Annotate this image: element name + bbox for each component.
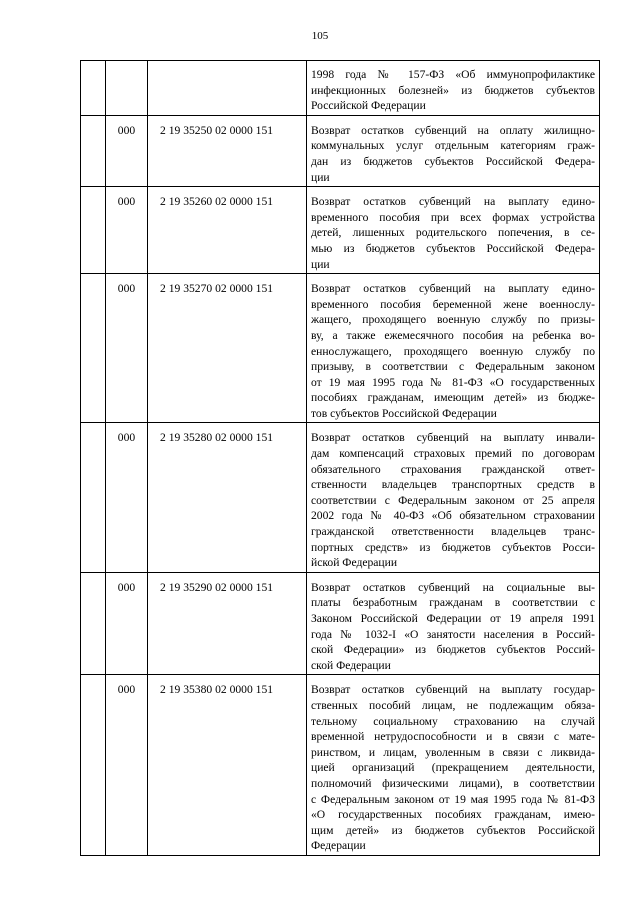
description-line: мью из бюджетов субъектов Российской Федера-: [311, 241, 595, 255]
empty-cell: [81, 187, 106, 274]
description-line: Возврат остатков субвенций на выплату едино-: [311, 195, 595, 209]
description-line: Законом Российской Федерации от 19 апреля 1991: [311, 612, 595, 625]
table-row: [81, 572, 600, 675]
description-line: ской Федерации» из бюджетов субъектов Россий-: [311, 643, 595, 657]
empty-cell: [81, 115, 106, 186]
description-line: цией организаций (прекращением деятельности,: [311, 761, 595, 775]
admin-code-cell: 000: [106, 572, 148, 675]
empty-cell: [81, 61, 106, 116]
description-line: временного пособия при всех формах устройства: [311, 210, 595, 224]
table-row: [81, 274, 600, 423]
budget-code-cell: 2 19 35270 02 0000 151: [148, 274, 307, 423]
description-line: дан из бюджетов субъектов Российской Федера-: [311, 154, 595, 168]
description-line: тов субъектов Российской Федерации: [311, 406, 497, 420]
description-line: «О государственных пособиях гражданам, имею-: [311, 808, 595, 822]
budget-code-cell: 2 19 35250 02 0000 151: [148, 115, 307, 186]
description-line: Возврат остатков субвенций на выплату инвали-: [311, 431, 595, 445]
admin-code-cell: [106, 61, 148, 116]
empty-cell: [81, 274, 106, 423]
description-line: ской Федерации: [311, 658, 391, 672]
description-line: дам компенсаций страховых премий по договорам: [311, 447, 595, 461]
description-line: полномочий физическими лицами), в соответствии: [311, 776, 595, 790]
description-cell: [307, 187, 600, 274]
description-cell: [307, 274, 600, 423]
description-cell: [307, 61, 600, 116]
description-line: щим детей» из бюджетов субъектов Российской: [311, 823, 595, 837]
admin-code-cell: 000: [106, 274, 148, 423]
description-line: 2002 года № 40-ФЗ «Об обязательном страховании: [311, 509, 595, 523]
description-line: временного пособия беременной жене военнослу-: [311, 297, 595, 311]
description-line: гражданской ответственности владельцев транс-: [311, 525, 595, 539]
description-line: с Федеральным законом от 19 мая 1995 года № 81-ФЗ: [311, 792, 595, 806]
page-number: 105: [311, 30, 329, 42]
description-line: от 19 мая 1995 года № 81-ФЗ «О государственных: [311, 375, 595, 389]
empty-cell: [81, 675, 106, 856]
description-line: призыву, в соответствии с Федеральным законом: [311, 360, 595, 374]
description-line: 1998 года № 157-ФЗ «Об иммунопрофилактике: [311, 68, 595, 81]
description-cell: [307, 115, 600, 186]
table-row: [81, 61, 600, 116]
table-row: [81, 423, 600, 572]
description-line: еннослужащего, проходящего военную службу по: [311, 344, 595, 358]
description-line: пособиях гражданам, имеющим детей» из бюдже-: [311, 391, 595, 405]
description-line: обязательного страхования гражданской ответ-: [311, 462, 595, 476]
description-line: Российской Федерации: [311, 99, 426, 113]
description-line: платы безработным гражданам в соответствии с: [311, 596, 595, 610]
description-line: временной нетрудоспособности и в связи с мате-: [311, 730, 595, 744]
description-line: Возврат остатков субвенций на выплату едино-: [311, 282, 595, 296]
description-line: ринством, и лицам, уволенным в связи с ликвида-: [311, 745, 595, 759]
budget-classification-table: [80, 60, 600, 856]
description-line: Возврат остатков субвенций на выплату государ-: [311, 683, 595, 697]
description-line: соответствии с Федеральным законом от 25 апреля: [311, 493, 595, 507]
description-line: детей, лишенных родительского попечения, в се-: [311, 226, 595, 240]
description-cell: [307, 675, 600, 856]
description-line: тельному социальному страхованию на случай: [311, 714, 595, 728]
description-line: ственных пособий лицам, не подлежащим обяза-: [311, 698, 595, 712]
description-line: ции: [311, 170, 330, 184]
admin-code-cell: 000: [106, 675, 148, 856]
budget-code-cell: 2 19 35290 02 0000 151: [148, 572, 307, 675]
budget-code-cell: 2 19 35260 02 0000 151: [148, 187, 307, 274]
empty-cell: [81, 572, 106, 675]
description-line: Федерации: [311, 839, 366, 853]
description-cell: [307, 572, 600, 675]
description-line: Возврат остатков субвенций на оплату жилищно-: [311, 123, 595, 137]
description-line: Возврат остатков субвенций на социальные вы-: [311, 580, 595, 594]
description-line: жащего, проходящего военную службу по призы-: [311, 313, 595, 327]
table-body: [81, 61, 600, 856]
empty-cell: [81, 423, 106, 572]
table-row: [81, 115, 600, 186]
admin-code-cell: 000: [106, 187, 148, 274]
admin-code-cell: 000: [106, 423, 148, 572]
table-row: [81, 187, 600, 274]
description-line: ции: [311, 257, 330, 271]
description-line: йской Федерации: [311, 556, 398, 570]
budget-code-cell: [148, 61, 307, 116]
description-line: года № 1032-I «О занятости населения в Россий-: [311, 627, 595, 641]
budget-code-cell: 2 19 35280 02 0000 151: [148, 423, 307, 572]
description-line: инфекционных болезней» из бюджетов субъектов: [311, 83, 595, 97]
table-row: [81, 675, 600, 856]
budget-code-cell: 2 19 35380 02 0000 151: [148, 675, 307, 856]
description-line: коммунальных услуг отдельным категориям граж-: [311, 139, 595, 153]
description-cell: [307, 423, 600, 572]
admin-code-cell: 000: [106, 115, 148, 186]
description-line: ву, а также ежемесячного пособия на ребенка во-: [311, 328, 595, 342]
description-line: портных средств» из бюджетов субъектов Росси-: [311, 540, 595, 554]
description-line: ственности владельцев транспортных средств в: [311, 478, 595, 492]
